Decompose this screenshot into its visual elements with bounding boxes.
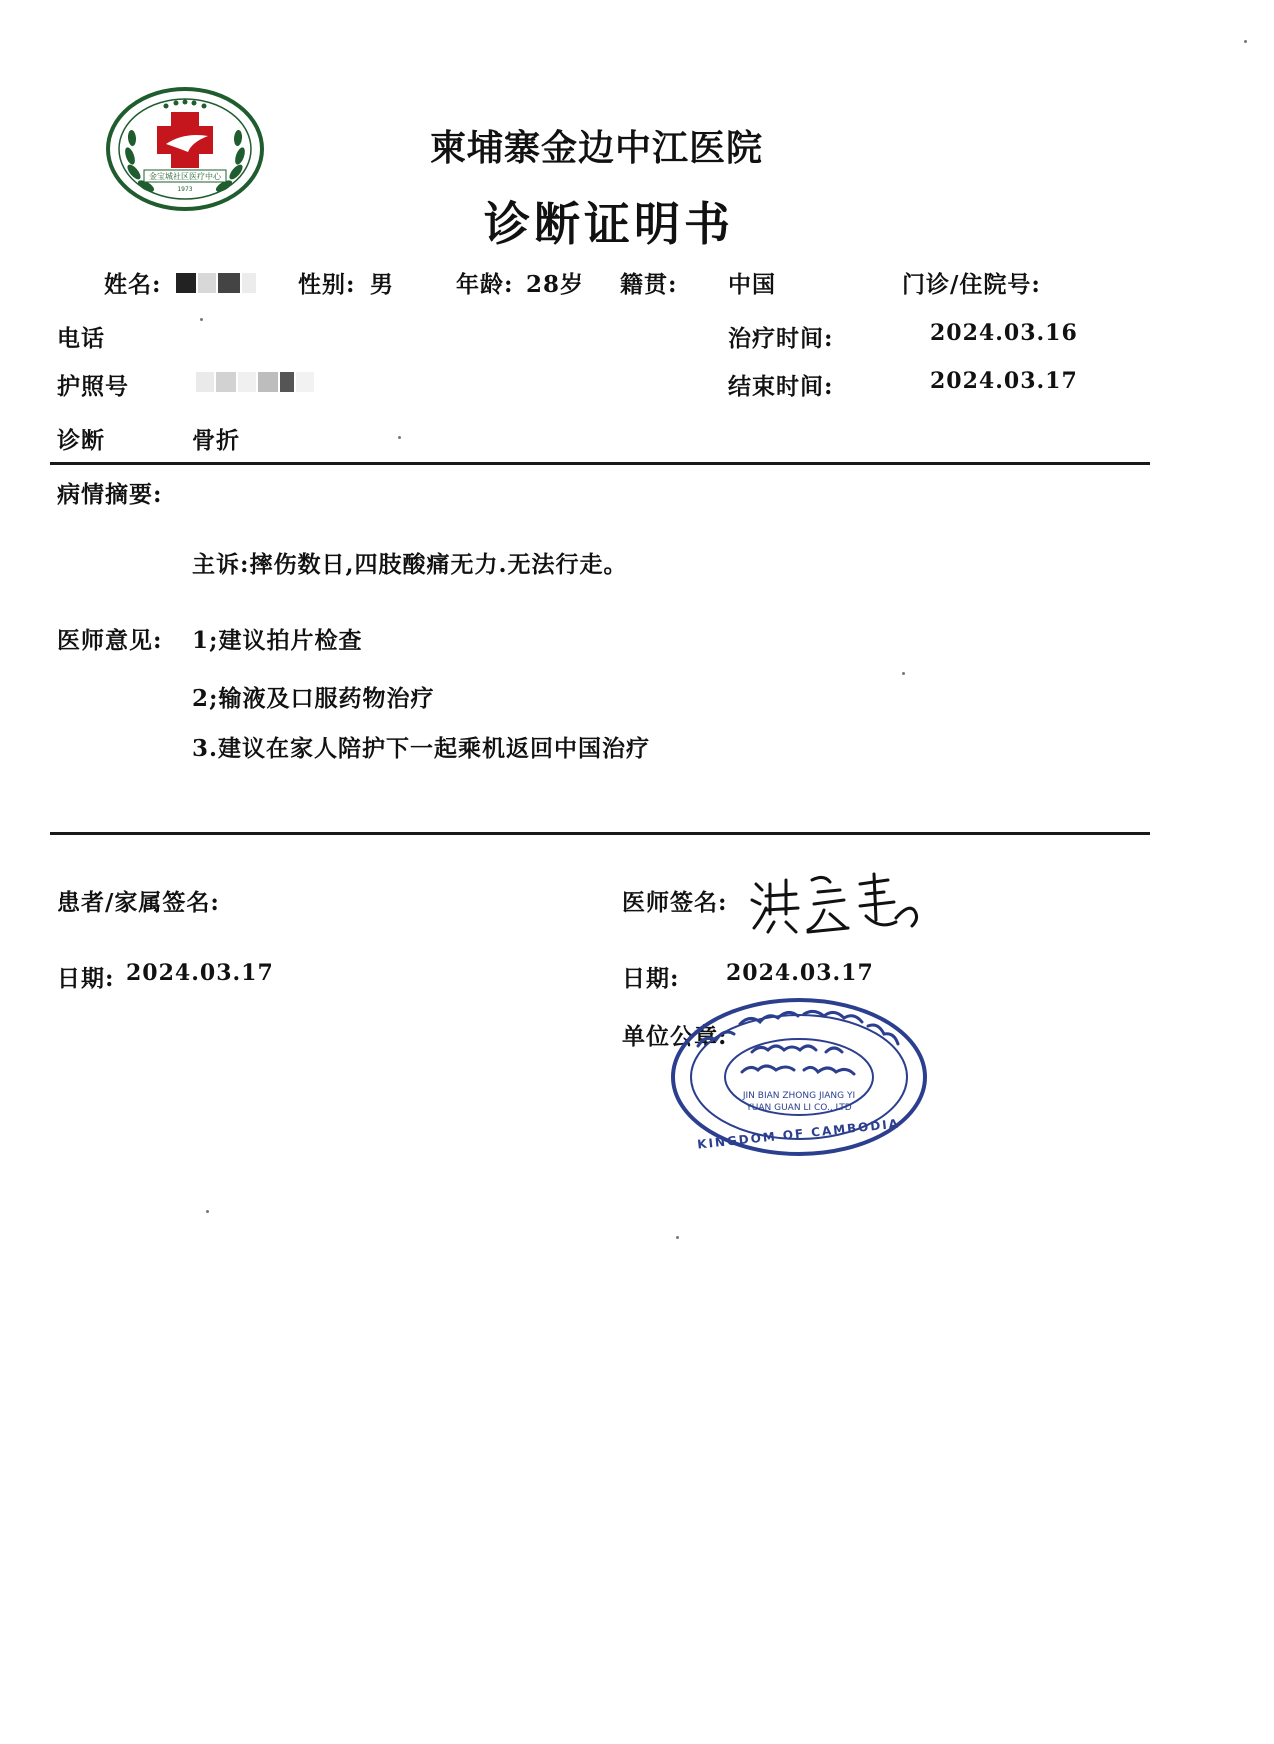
official-seal xyxy=(668,994,930,1160)
top-divider xyxy=(50,462,1150,465)
age-label: 年龄: xyxy=(456,271,514,298)
bottom-divider xyxy=(50,832,1150,835)
opinion-item-1: 1;建议拍片检查 xyxy=(192,627,363,654)
scan-speck xyxy=(902,672,905,675)
seal-label: 单位公章: xyxy=(622,1023,728,1050)
scan-speck xyxy=(206,1210,209,1213)
official-seal-icon xyxy=(668,994,930,1160)
treatment-end-label: 结束时间: xyxy=(728,373,834,400)
scan-speck xyxy=(1244,40,1247,43)
opinion-item-3: 3.建议在家人陪护下一起乘机返回中国治疗 xyxy=(192,735,651,762)
document-title: 诊断证明书 xyxy=(484,197,734,251)
hospital-logo xyxy=(104,86,266,212)
patient-signature-label: 患者/家属签名: xyxy=(57,889,220,916)
passport-label: 护照号 xyxy=(57,373,129,400)
doctor-signature xyxy=(748,870,928,940)
logo-text: 金宝城社区医疗中心 xyxy=(149,172,221,181)
seal-line-1: JIN BIAN ZHONG JIANG YI xyxy=(742,1091,856,1101)
doctor-signature-label: 医师签名: xyxy=(622,889,728,916)
name-redaction xyxy=(176,270,256,296)
gender-value: 男 xyxy=(370,271,394,298)
diagnosis-value: 骨折 xyxy=(192,427,240,454)
phone-label: 电话 xyxy=(57,325,105,352)
summary-label: 病情摘要: xyxy=(57,481,163,508)
record-number-label: 门诊/住院号: xyxy=(902,271,1041,298)
chief-complaint: 主诉:摔伤数日,四肢酸痛无力.无法行走。 xyxy=(192,551,628,578)
treatment-start-value: 2024.03.16 xyxy=(930,320,1078,346)
logo-year: 1973 xyxy=(177,186,193,193)
patient-date-label: 日期: xyxy=(57,965,115,992)
treatment-start-label: 治疗时间: xyxy=(728,325,834,352)
native-place-value: 中国 xyxy=(728,271,776,298)
gender-label: 性别: xyxy=(298,271,356,298)
patient-date-value: 2024.03.17 xyxy=(126,960,274,986)
diagnosis-label: 诊断 xyxy=(57,427,105,454)
seal-line-2: YUAN GUAN LI CO., LTD xyxy=(746,1103,852,1113)
age-value: 28岁 xyxy=(526,271,585,298)
treatment-end-value: 2024.03.17 xyxy=(930,368,1078,394)
native-place-label: 籍贯: xyxy=(620,271,678,298)
hospital-name: 柬埔寨金边中江医院 xyxy=(430,127,764,169)
opinion-item-2: 2;输液及口服药物治疗 xyxy=(192,685,435,712)
doctor-date-label: 日期: xyxy=(622,965,680,992)
passport-redaction xyxy=(196,370,316,394)
scan-speck xyxy=(676,1236,679,1239)
hospital-logo-icon xyxy=(104,86,266,212)
seal-bottom-text: KINGDOM OF CAMBODIA xyxy=(696,1116,901,1152)
scan-speck xyxy=(200,318,203,321)
doctor-date-value: 2024.03.17 xyxy=(726,960,874,986)
doctor-opinion-label: 医师意见: xyxy=(57,627,163,654)
scan-speck xyxy=(398,436,401,439)
name-label: 姓名: xyxy=(104,271,162,298)
